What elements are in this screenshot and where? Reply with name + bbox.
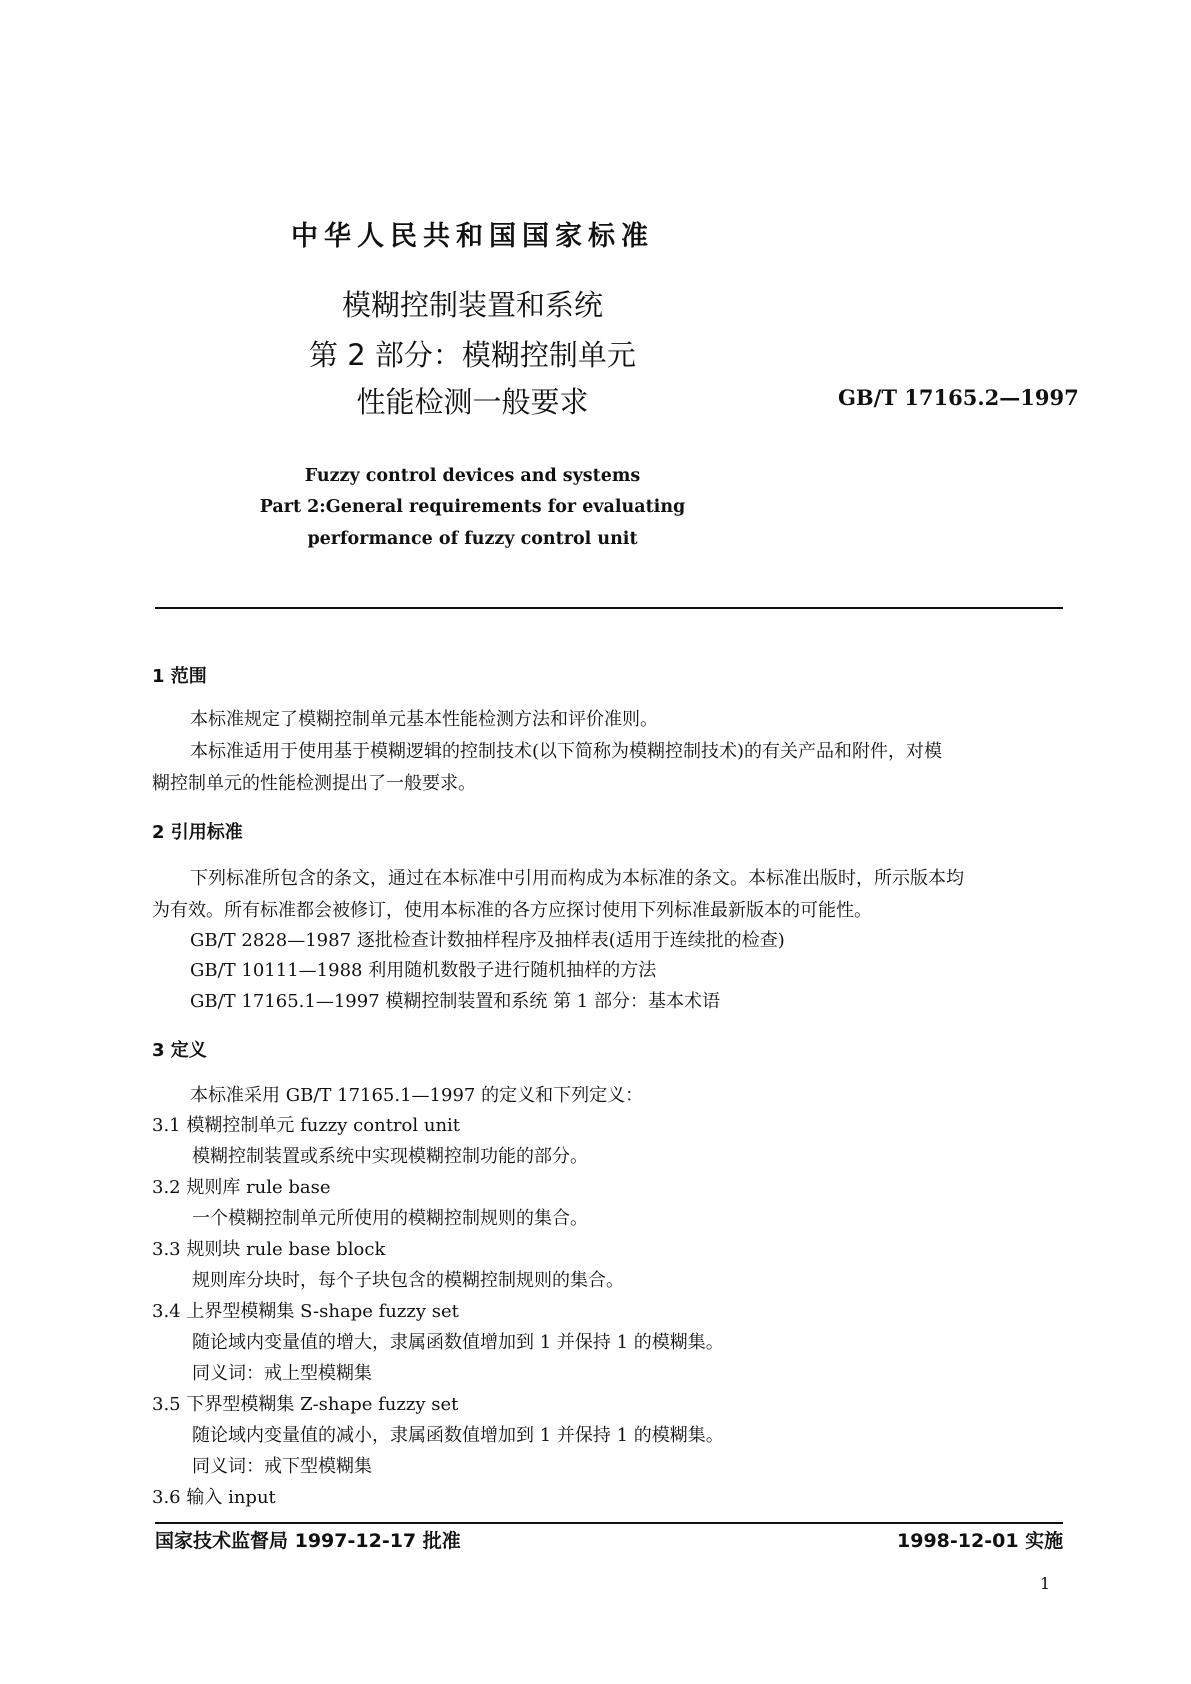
standard-code: GB/T 17165.2—1997 xyxy=(838,385,1079,410)
definition-3-4-text: 随论域内变量值的增大，隶属函数值增加到 1 并保持 1 的模糊集。 xyxy=(192,1332,724,1353)
definition-3-5-synonym: 同义词：戒下型模糊集 xyxy=(192,1456,372,1477)
section-2-heading: 2 引用标准 xyxy=(152,822,243,843)
definition-3-2-term: 3.2 规则库 rule base xyxy=(152,1177,331,1198)
section-1-paragraph-1: 本标准规定了模糊控制单元基本性能检测方法和评价准则。 xyxy=(190,709,658,730)
section-3-intro: 本标准采用 GB/T 17165.1—1997 的定义和下列定义： xyxy=(190,1085,644,1106)
definition-3-4-term: 3.4 上界型模糊集 S-shape fuzzy set xyxy=(152,1301,459,1322)
english-title-line-3: performance of fuzzy control unit xyxy=(307,529,638,549)
definition-3-5-text: 随论域内变量值的减小，隶属函数值增加到 1 并保持 1 的模糊集。 xyxy=(192,1425,724,1446)
definition-3-2-text: 一个模糊控制单元所使用的模糊控制规则的集合。 xyxy=(192,1208,588,1229)
approval-note: 国家技术监督局 1997-12-17 批准 xyxy=(155,1530,461,1552)
definition-3-3-text: 规则库分块时，每个子块包含的模糊控制规则的集合。 xyxy=(192,1270,624,1291)
section-1-paragraph-2b: 糊控制单元的性能检测提出了一般要求。 xyxy=(152,773,476,794)
reference-item: GB/T 10111—1988 利用随机数骰子进行随机抽样的方法 xyxy=(190,960,657,981)
section-1-paragraph-2a: 本标准适用于使用基于模糊逻辑的控制技术(以下简称为模糊控制技术)的有关产品和附件，对模 xyxy=(190,741,943,762)
reference-item: GB/T 2828—1987 逐批检查计数抽样程序及抽样表(适用于连续批的检查) xyxy=(190,930,785,951)
definition-3-3-term: 3.3 规则块 rule base block xyxy=(152,1239,386,1260)
page-number: 1 xyxy=(1040,1574,1051,1593)
footer-divider xyxy=(155,1522,1063,1524)
header-divider xyxy=(155,607,1063,609)
reference-item: GB/T 17165.1—1997 模糊控制装置和系统 第 1 部分：基本术语 xyxy=(190,991,720,1012)
section-2-paragraph-1b: 为有效。所有标准都会被修订，使用本标准的各方应探讨使用下列标准最新版本的可能性。 xyxy=(152,900,872,921)
implementation-date: 1998-12-01 实施 xyxy=(897,1530,1064,1552)
chinese-title-line-3: 性能检测一般要求 xyxy=(356,385,589,419)
section-3-heading: 3 定义 xyxy=(152,1040,207,1061)
english-title-line-2: Part 2:General requirements for evaluating xyxy=(259,497,686,517)
section-1-heading: 1 范围 xyxy=(152,666,207,687)
definition-3-6-term: 3.6 输入 input xyxy=(152,1487,276,1508)
definition-3-5-term: 3.5 下界型模糊集 Z-shape fuzzy set xyxy=(152,1394,459,1415)
section-2-paragraph-1a: 下列标准所包含的条文，通过在本标准中引用而构成为本标准的条文。本标准出版时，所示版本均 xyxy=(190,868,964,889)
english-title-line-1: Fuzzy control devices and systems xyxy=(304,466,641,486)
definition-3-4-synonym: 同义词：戒上型模糊集 xyxy=(192,1363,372,1384)
national-standard-title: 中华人民共和国国家标准 xyxy=(291,221,654,252)
definition-3-1-text: 模糊控制装置或系统中实现模糊控制功能的部分。 xyxy=(192,1146,588,1167)
chinese-title-line-1: 模糊控制装置和系统 xyxy=(341,288,603,322)
definition-3-1-term: 3.1 模糊控制单元 fuzzy control unit xyxy=(152,1115,461,1136)
chinese-title-line-2: 第 2 部分：模糊控制单元 xyxy=(309,338,636,372)
